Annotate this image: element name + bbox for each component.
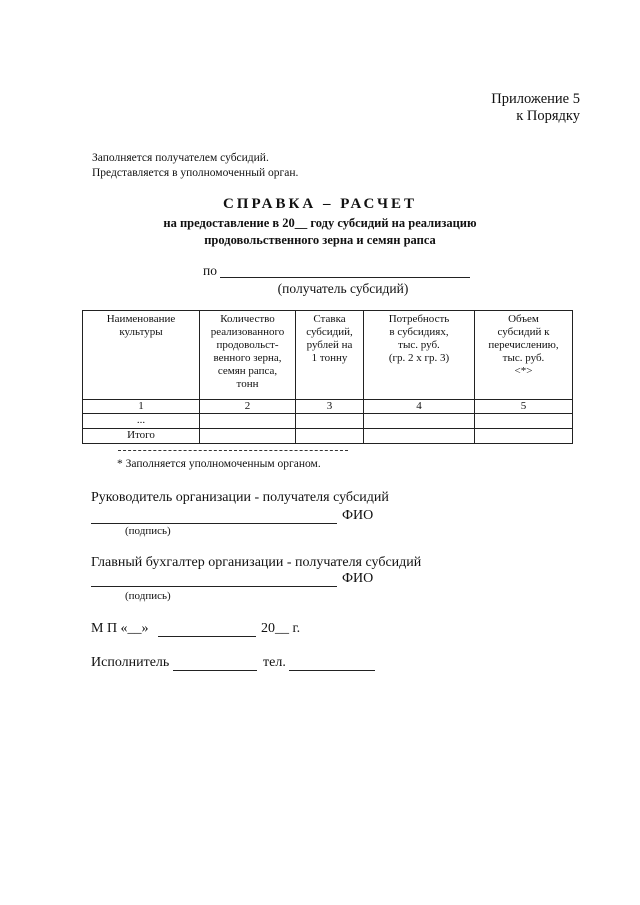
- stamp-date-label: М П «__»: [91, 621, 149, 636]
- header-text-line: перечислению,: [488, 339, 559, 351]
- header-text-line: тонн: [236, 378, 259, 390]
- header-need: [364, 311, 475, 400]
- table-cell: [475, 414, 573, 429]
- header-amount: [475, 311, 573, 400]
- submitted-to-note: Представляется в уполномоченный орган.: [92, 167, 299, 179]
- recipient-prefix: по: [203, 263, 217, 278]
- executor-label: Исполнитель: [91, 655, 170, 670]
- header-text-line: Наименование: [106, 313, 176, 325]
- header-text-line: 1 тонну: [311, 352, 348, 364]
- ellipsis-cell: ...: [83, 414, 200, 429]
- head-signature-line: [91, 523, 337, 524]
- executor-phone-label: тел.: [263, 655, 286, 670]
- column-number: 5: [475, 400, 573, 414]
- table-cell: [364, 414, 475, 429]
- recipient-field-line: [220, 277, 470, 278]
- document-title: СПРАВКА – РАСЧЕТ: [222, 196, 418, 212]
- column-number: 1: [83, 400, 200, 414]
- accountant-fio-label: ФИО: [342, 571, 374, 586]
- document-subtitle-line2: продовольственного зерна и семян рапса: [204, 233, 436, 247]
- header-text-line: Ставка: [313, 313, 346, 325]
- total-row: [83, 429, 573, 444]
- executor-phone-line: [289, 670, 375, 671]
- head-sign-caption: (подпись): [125, 525, 171, 537]
- header-text-line: культуры: [119, 326, 163, 338]
- header-text-line: <*>: [514, 365, 533, 377]
- document-subtitle-line1: на предоставление в 20__ году субсидий на реализацию: [163, 216, 477, 230]
- stamp-year: 20__ г.: [261, 621, 301, 636]
- head-signature-label: Руководитель организации - получателя субсидий: [91, 490, 389, 505]
- table-cell: [296, 429, 364, 444]
- column-number: 2: [200, 400, 296, 414]
- total-label: Итого: [83, 429, 200, 444]
- header-text-line: субсидий к: [497, 326, 550, 338]
- footnote-divider: [118, 450, 348, 451]
- table-cell: [364, 429, 475, 444]
- accountant-signature-line: [91, 586, 337, 587]
- appendix-number: Приложение 5: [491, 91, 580, 107]
- filled-by-note: Заполняется получателем субсидий.: [92, 152, 269, 164]
- recipient-caption: (получатель субсидий): [277, 281, 409, 296]
- appendix-reference: к Порядку: [516, 108, 580, 124]
- table-header-row: [83, 311, 573, 400]
- header-text-line: реализованного: [210, 326, 285, 338]
- header-crop-name: [83, 311, 200, 400]
- table-cell: [475, 429, 573, 444]
- table-cell: [200, 414, 296, 429]
- table-cell: [296, 414, 364, 429]
- header-text-line: Количество: [220, 313, 275, 325]
- column-number: 3: [296, 400, 364, 414]
- stamp-date-line: [158, 636, 256, 637]
- accountant-sign-caption: (подпись): [125, 590, 171, 602]
- header-text-line: продовольст-: [216, 339, 279, 351]
- footnote: * Заполняется уполномоченным органом.: [117, 458, 321, 470]
- header-text-line: венного зерна,: [213, 352, 282, 364]
- header-text-line: Объем: [508, 313, 539, 325]
- accountant-signature-label: Главный бухгалтер организации - получателя субсидий: [91, 555, 422, 570]
- header-rate: [296, 311, 364, 400]
- header-text-line: (гр. 2 х гр. 3): [388, 352, 450, 364]
- header-text-line: рублей на: [306, 339, 353, 351]
- header-text-line: тыс. руб.: [502, 352, 545, 364]
- table-cell: [200, 429, 296, 444]
- table-row: [83, 414, 573, 429]
- head-fio-label: ФИО: [342, 508, 374, 523]
- header-text-line: семян рапса,: [217, 365, 278, 377]
- header-text-line: в субсидиях,: [389, 326, 449, 338]
- header-quantity: [200, 311, 296, 400]
- header-text-line: субсидий,: [306, 326, 353, 338]
- column-number: 4: [364, 400, 475, 414]
- header-text-line: Потребность: [388, 313, 450, 325]
- calculation-table: [82, 310, 573, 444]
- header-text-line: тыс. руб.: [398, 339, 440, 351]
- executor-name-line: [173, 670, 257, 671]
- column-number-row: [83, 400, 573, 414]
